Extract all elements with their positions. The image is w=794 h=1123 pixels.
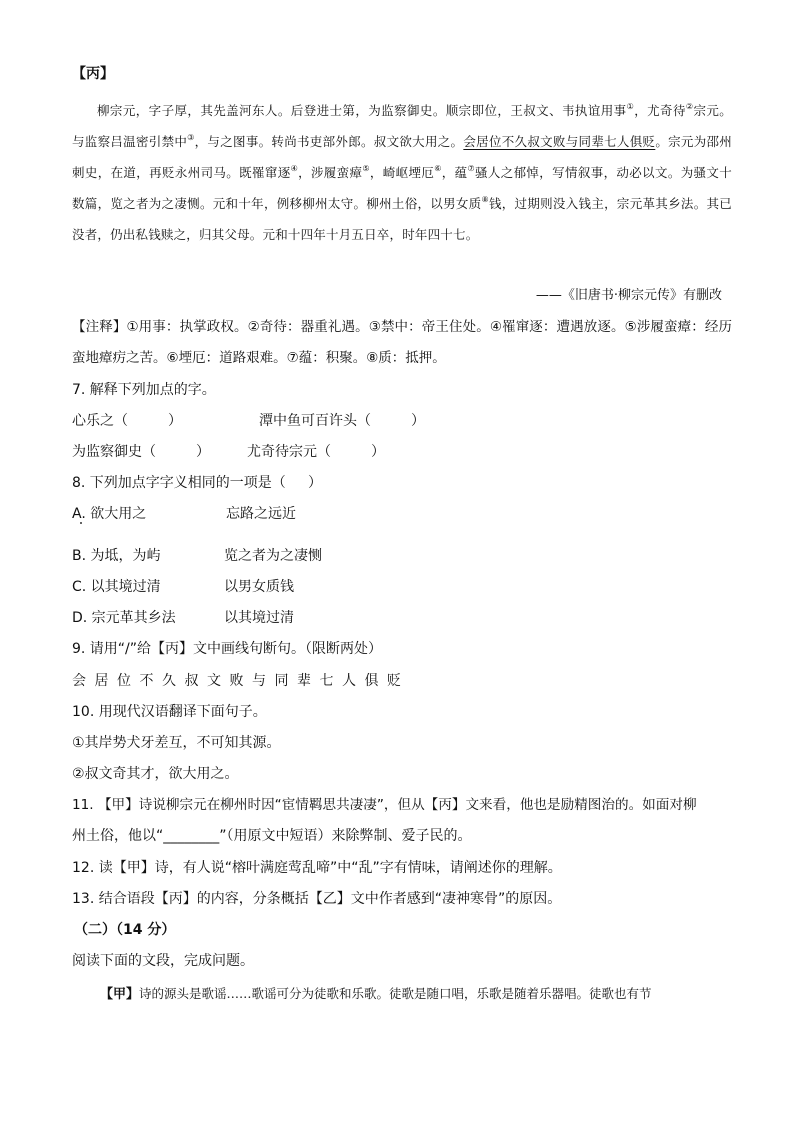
question-13: 13. 结合语段【丙】的内容，分条概括【乙】文中作者感到“凄神寒骨”的原因。 <box>72 891 562 907</box>
passage-text: ，崎岖堙厄 <box>369 165 435 180</box>
passage-header: 【丙】 <box>72 66 114 82</box>
q9-sentence: 会居位不久叔文败与同辈七人俱贬 <box>72 673 410 689</box>
q8-option-a-left: A. 欲大用之 <box>72 506 147 522</box>
section-2-instruction: 阅读下面的文段，完成问题。 <box>72 953 254 969</box>
note-mark-2: ② <box>685 102 694 111</box>
question-12: 12. 读【甲】诗，有人说“榕叶满庭莺乱啼”中“乱”字有情味，请阐述你的理解。 <box>72 860 562 876</box>
passage-text: 。宗元为邵州刺史，在道，再贬永州司马。既罹窜逐 <box>72 134 732 180</box>
jia-text: 诗的源头是歌谣……歌谣可分为徒歌和乐歌。徒歌是随口唱，乐歌是随着乐器唱。徒歌也有节 <box>139 986 652 1001</box>
passage-source: ——《旧唐书·柳宗元传》有删改 <box>535 288 722 303</box>
passage-text: 柳宗元，字子厚，其先盖河东人。后登进士第，为监察御史。顺宗即位，王叔文、韦执谊用事 <box>97 103 627 118</box>
q7-item-3: 为监察御史（ ） <box>72 444 211 460</box>
passage-text: 钱，过期则没入钱主，宗元革其乡法。其已没者，仍出私钱赎之，归其父母。元和十四年十月五日卒，时年四十七。 <box>72 196 732 242</box>
passage-text: ，尤奇待 <box>634 103 686 118</box>
q8-option-b-right: 览之者为之凄恻 <box>224 548 322 564</box>
passage-text: 骚人之郁悼，写情叙事，动必以文。为骚文十数篇，览之者为之凄恻。元和十年，例移柳州太守。柳州土俗，以男女质 <box>72 165 732 211</box>
annotation-notes <box>72 312 732 374</box>
q7-item-4: 尤奇待宗元（ ） <box>247 444 386 460</box>
question-8-prompt: 8. 下列加点字字义相同的一项是（ ） <box>72 475 323 491</box>
passage-text: ，与之图事。转尚书吏部外郎。叔文欲大用之。 <box>194 134 464 149</box>
q7-item-1: 心乐之（ ） <box>72 413 183 429</box>
notes-text: ①用事：执掌政权。②奇待：器重礼遇。③禁中：帝王住处。④罹窜逐：遭遇放逐。⑤涉履蛮瘴：经历蛮地瘴疠之苦。⑥堙厄：道路艰难。⑦蕴：积聚。⑧质：抵押。 <box>72 319 733 366</box>
q10-item-2: ②叔文奇其才，欲大用之。 <box>72 766 239 782</box>
underlined-sentence: 会居位不久叔文败与同辈七人俱贬 <box>463 134 656 149</box>
passage-text: 宗元。与监察吕温密引禁中 <box>72 103 732 149</box>
question-7-prompt: 7. 解释下列加点的字。 <box>72 382 216 398</box>
note-mark-6: ⑥ <box>434 164 442 173</box>
q8-option-c-left: C. 以其境过清 <box>72 579 161 595</box>
note-mark-3: ③ <box>187 133 195 142</box>
passage-text: ，蕴 <box>441 165 468 180</box>
section-2-title: （二）（14 分） <box>74 922 176 938</box>
section-2-passage-start <box>100 986 652 1003</box>
classical-passage <box>72 95 732 250</box>
q8-option-d-left: D. 宗元革其乡法 <box>72 610 176 626</box>
question-10-prompt: 10. 用现代汉语翻译下面句子。 <box>72 704 267 720</box>
note-mark-1: ① <box>626 102 635 111</box>
question-11-line-1: 11. 【甲】诗说柳宗元在柳州时因“宦情羁思共凄凄”，但从【丙】文来看，他也是励精图治的。如面对柳 <box>72 797 697 813</box>
note-mark-8: ⑧ <box>481 195 489 204</box>
note-mark-5: ⑤ <box>362 164 370 173</box>
question-11-line-2: 州土俗，他以“________”（用原文中短语）来除弊制、爱子民的。 <box>72 828 472 844</box>
question-9-prompt: 9. 请用“/”给【丙】文中画线句断句。（限断两处） <box>72 641 383 657</box>
q8-option-d-right: 以其境过清 <box>224 610 294 626</box>
q8-option-b-left: B. 为坻，为屿 <box>72 548 161 564</box>
q8-option-a-right: 忘路之远近 <box>226 506 296 522</box>
q10-item-1: ①其岸势犬牙差互，不可知其源。 <box>72 735 281 751</box>
note-mark-4: ④ <box>290 164 299 173</box>
note-mark-7: ⑦ <box>467 164 475 173</box>
notes-label: 【注释】 <box>72 319 127 335</box>
q7-item-2: 潭中鱼可百许头（ ） <box>259 413 426 429</box>
passage-text: ，涉履蛮瘴 <box>298 165 363 180</box>
jia-label: 【甲】 <box>100 987 140 1002</box>
emphasis-dot <box>80 522 82 524</box>
q8-option-c-right: 以男女质钱 <box>224 579 294 595</box>
